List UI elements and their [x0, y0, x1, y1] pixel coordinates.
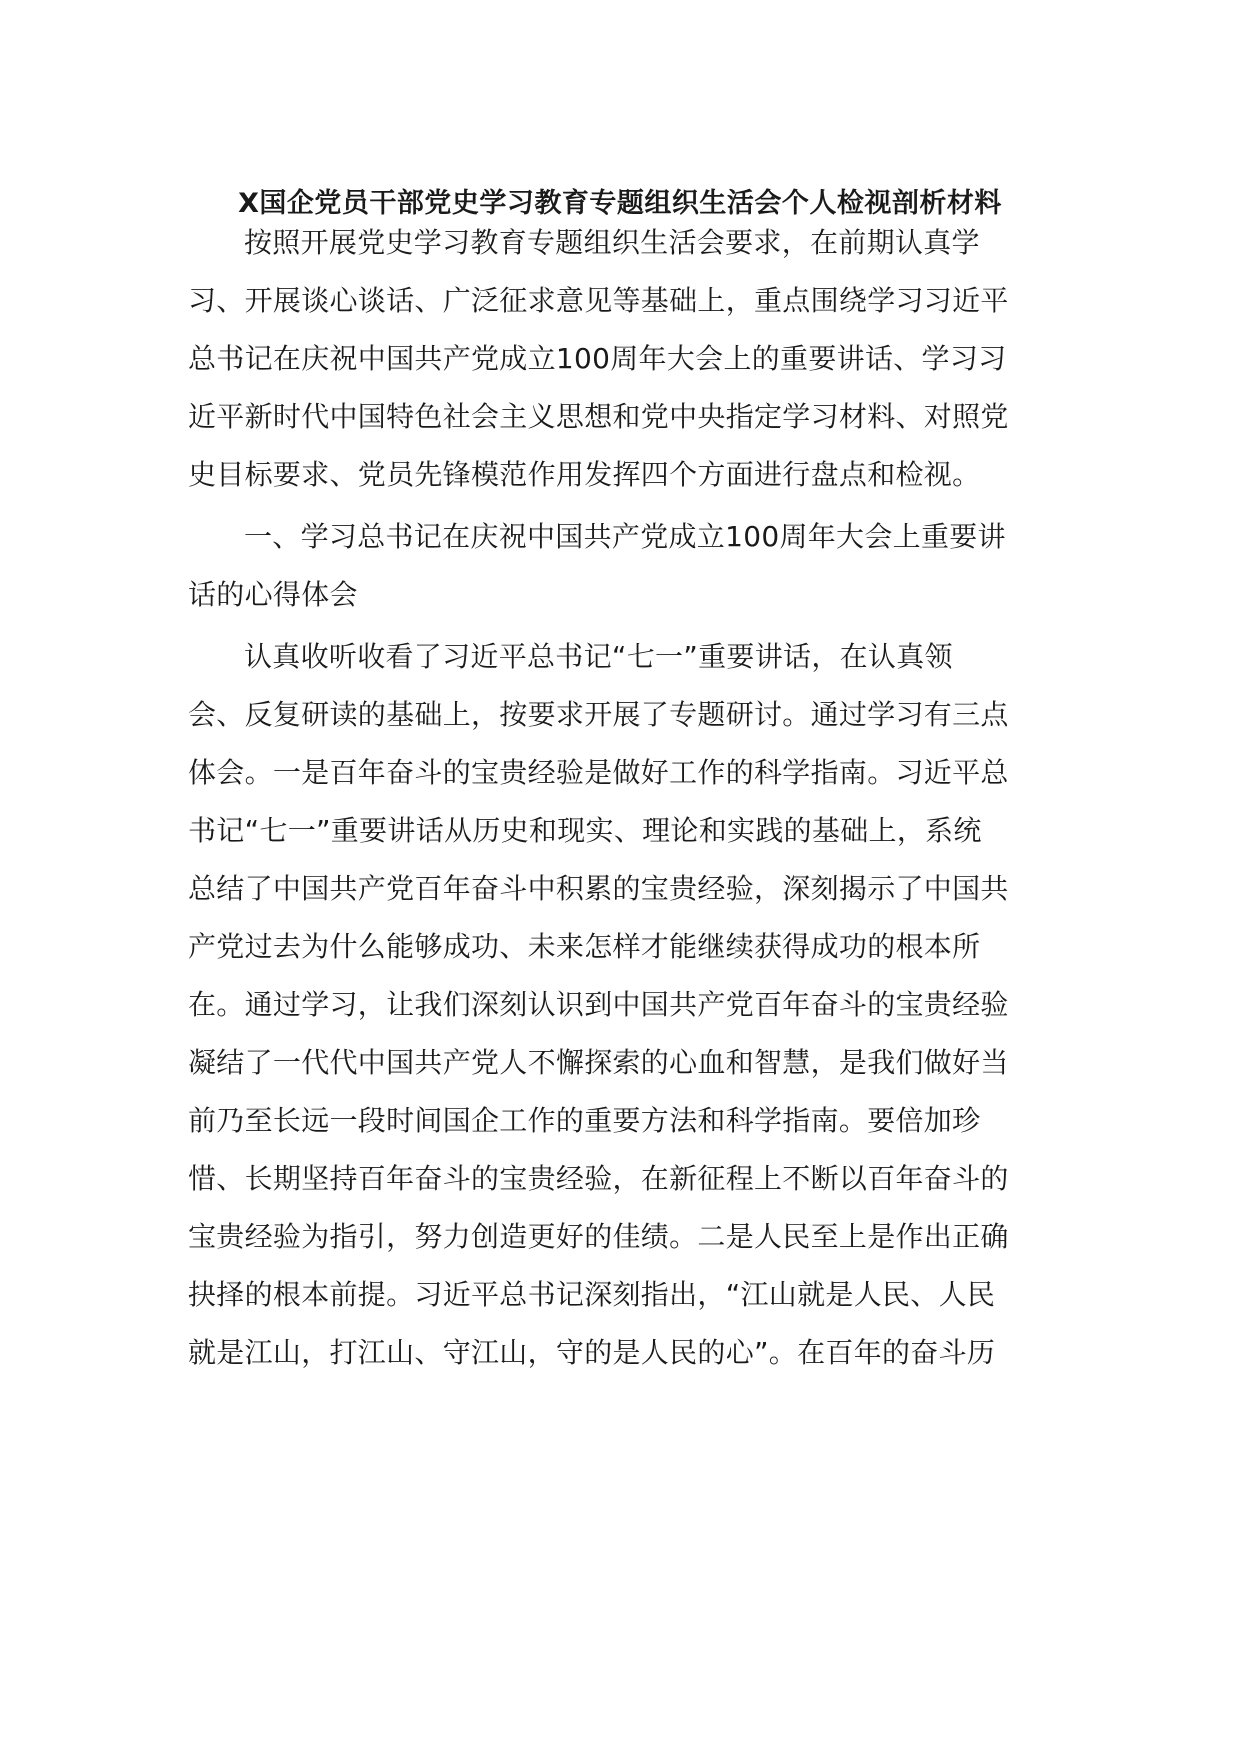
text-line: 宝贵经验为指引，努力创造更好的佳绩。二是人民至上是作出正确: [188, 1220, 1009, 1253]
text-line: 总书记在庆祝中国共产党成立100周年大会上的重要讲话、学习习: [188, 342, 1007, 375]
text-line: 前乃至长远一段时间国企工作的重要方法和科学指南。要倍加珍: [188, 1104, 981, 1137]
text-line: 凝结了一代代中国共产党人不懈探索的心血和智慧，是我们做好当: [188, 1046, 1009, 1079]
text-line: 认真收听收看了习近平总书记“七一”重要讲话，在认真领: [244, 640, 953, 673]
text-line: 习、开展谈心谈话、广泛征求意见等基础上，重点围绕学习习近平: [188, 284, 1009, 317]
text-line: 就是江山，打江山、守江山，守的是人民的心”。在百年的奋斗历: [188, 1336, 996, 1369]
section-heading-line: 话的心得体会: [188, 578, 358, 611]
text-line: 总结了中国共产党百年奋斗中积累的宝贵经验，深刻揭示了中国共: [188, 872, 1009, 905]
text-line: 惜、长期坚持百年奋斗的宝贵经验，在新征程上不断以百年奋斗的: [188, 1162, 1009, 1195]
text-line: 按照开展党史学习教育专题组织生活会要求，在前期认真学: [244, 226, 980, 259]
text-line: 在。通过学习，让我们深刻认识到中国共产党百年奋斗的宝贵经验: [188, 988, 1009, 1021]
text-line: 产党过去为什么能够成功、未来怎样才能继续获得成功的根本所: [188, 930, 981, 963]
section-heading-line: 一、学习总书记在庆祝中国共产党成立100周年大会上重要讲: [244, 520, 1006, 553]
text-line: 体会。一是百年奋斗的宝贵经验是做好工作的科学指南。习近平总: [188, 756, 1009, 789]
text-line: 抉择的根本前提。习近平总书记深刻指出，“江山就是人民、人民: [188, 1278, 996, 1311]
text-line: 书记“七一”重要讲话从历史和现实、理论和实践的基础上，系统: [188, 814, 982, 847]
text-line: 近平新时代中国特色社会主义思想和党中央指定学习材料、对照党: [188, 400, 1009, 433]
text-line: 会、反复研读的基础上，按要求开展了专题研讨。通过学习有三点: [188, 698, 1009, 731]
text-line: 史目标要求、党员先锋模范作用发挥四个方面进行盘点和检视。: [188, 458, 981, 491]
document-title: X国企党员干部党史学习教育专题组织生活会个人检视剖析材料: [238, 188, 1002, 219]
